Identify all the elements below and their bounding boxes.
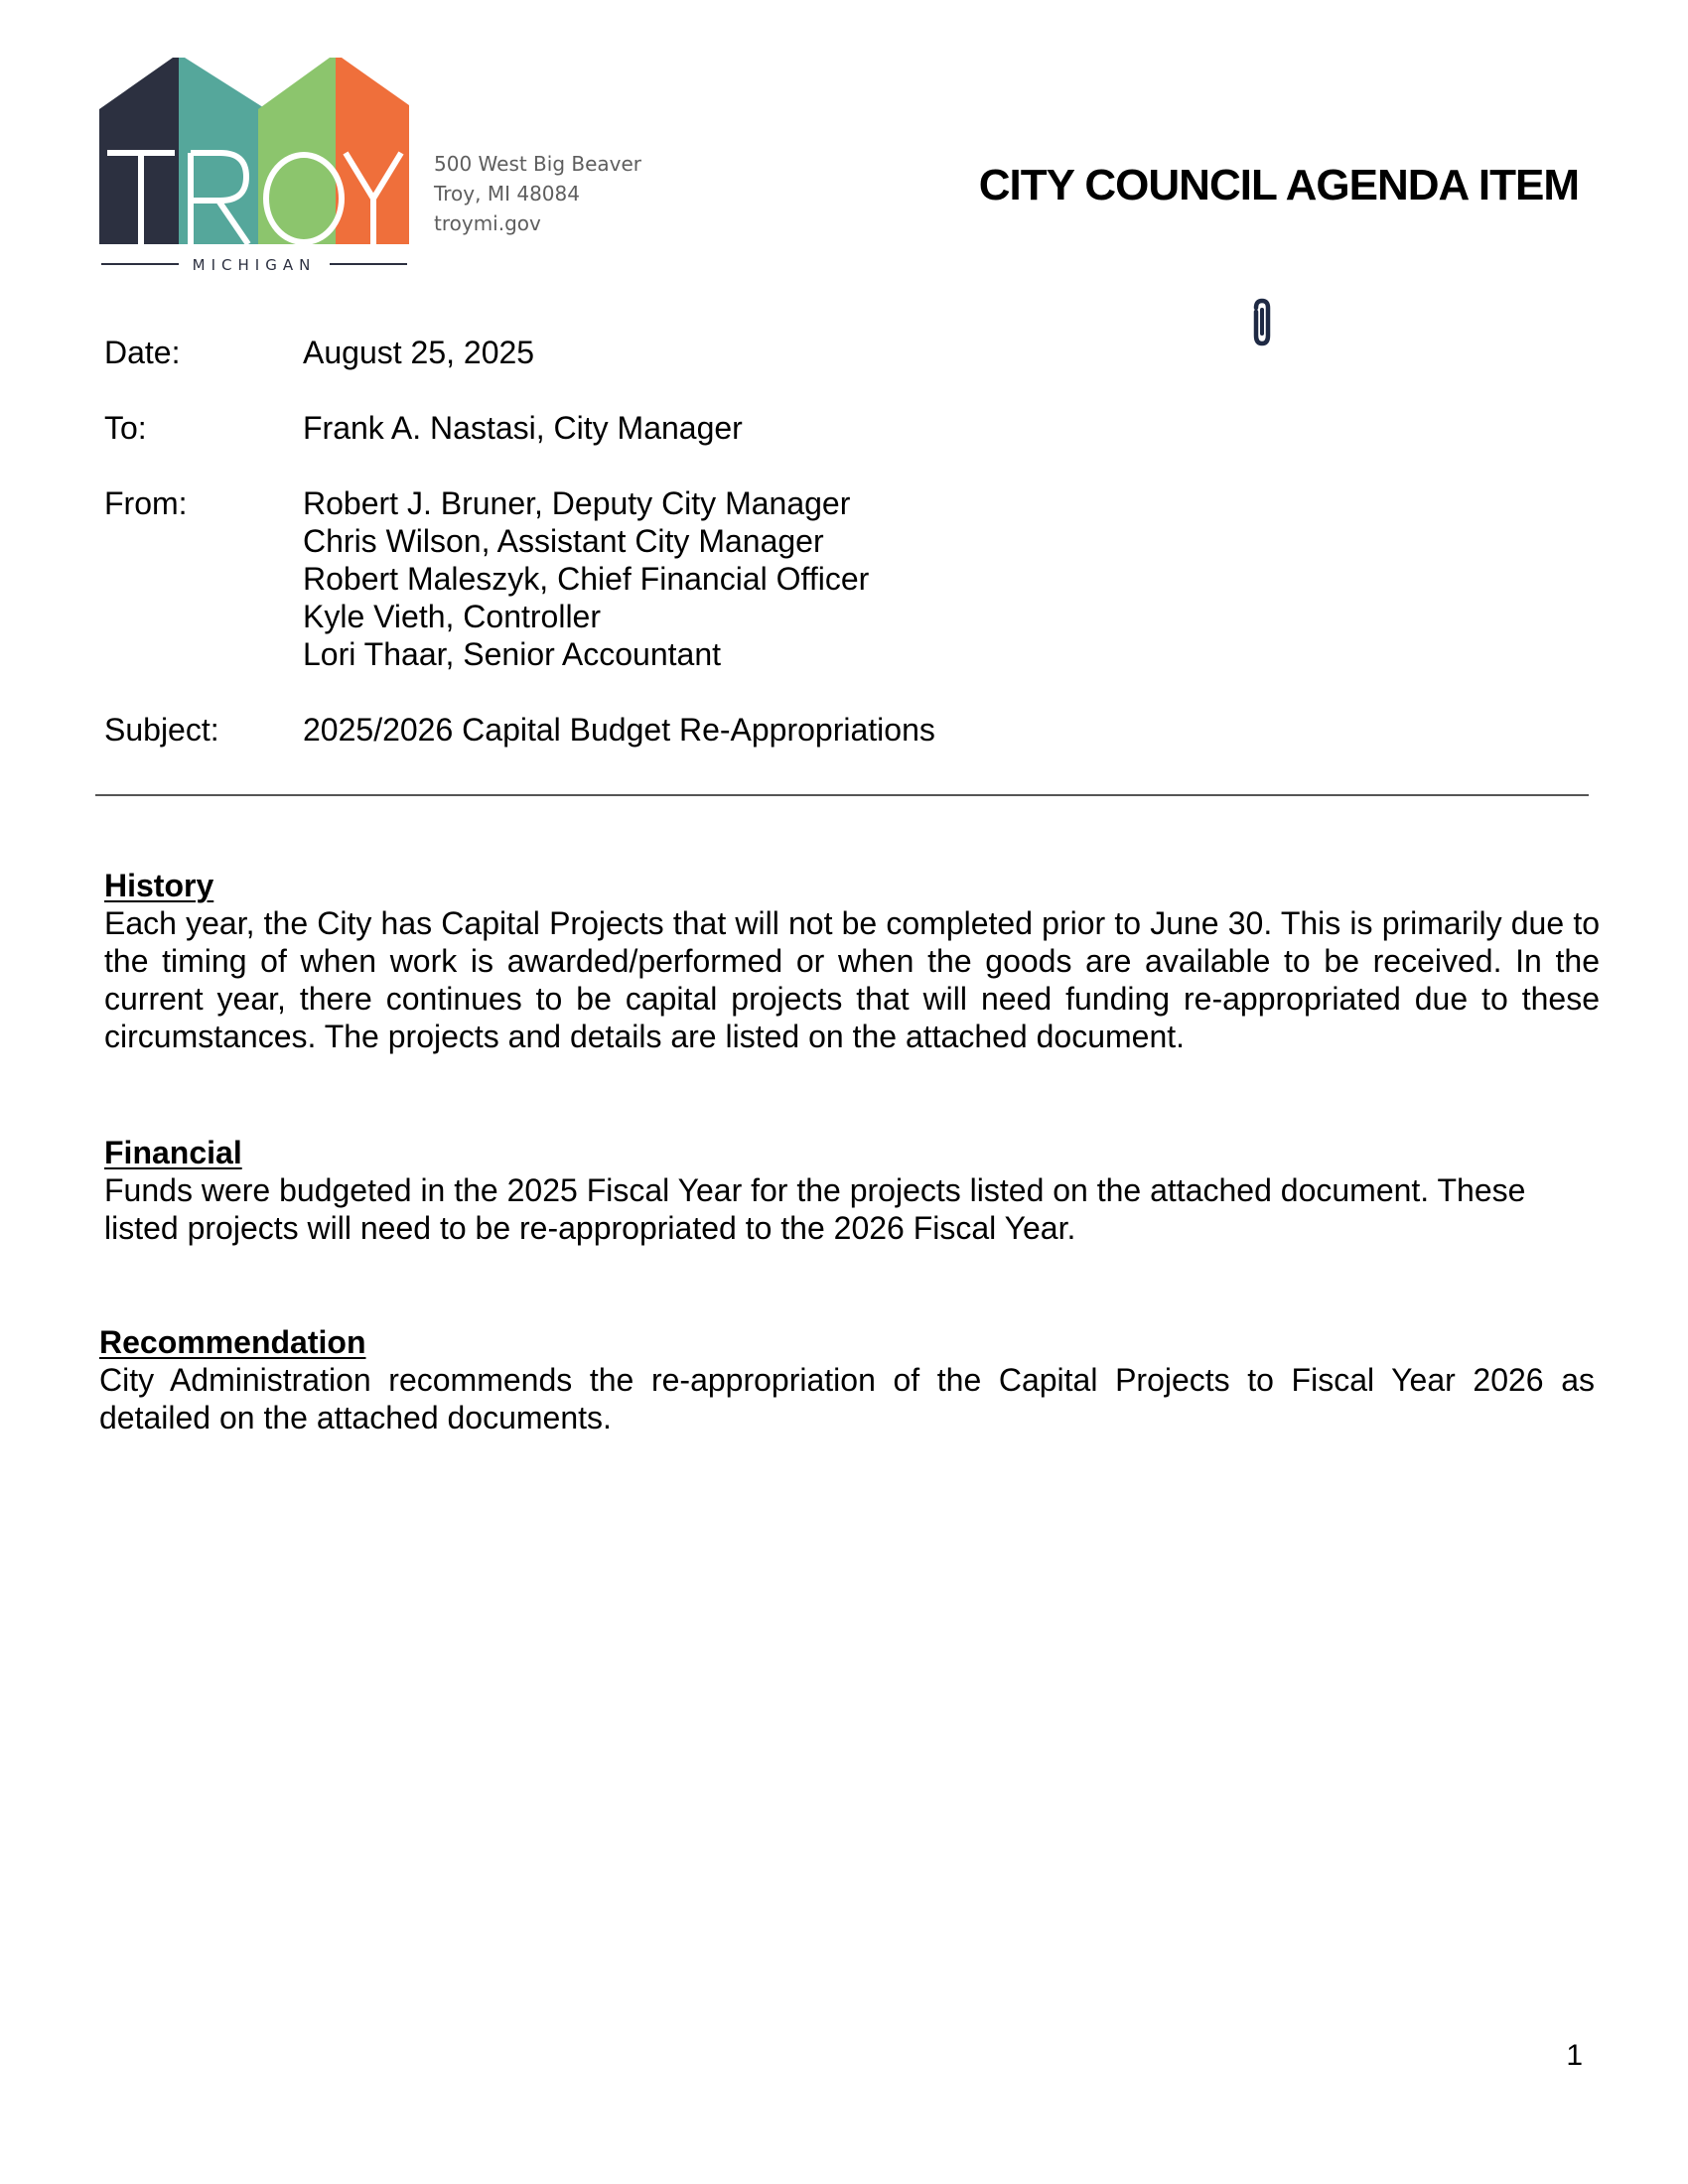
from-person: Chris Wilson, Assistant City Manager	[303, 523, 824, 559]
website-link[interactable]: troymi.gov	[434, 211, 541, 235]
history-section	[104, 867, 1600, 1055]
recommendation-body: City Administration recommends the re-appropriation of the Capital Projects to Fiscal Year 2026 as detailed on the attached documents.	[99, 1362, 1595, 1435]
memo-date-row	[104, 334, 1594, 371]
memo-subject-row	[104, 711, 1594, 749]
page-number: 1	[1566, 2039, 1583, 2072]
from-person: Robert J. Bruner, Deputy City Manager	[303, 485, 851, 521]
letterhead-address	[434, 149, 641, 238]
financial-heading: Financial	[104, 1135, 242, 1170]
financial-body: Funds were budgeted in the 2025 Fiscal Year for the projects listed on the attached document. These listed projects will need to be re-appropriated to the 2026 Fiscal Year.	[104, 1172, 1526, 1246]
document-title: CITY COUNCIL AGENDA ITEM	[978, 161, 1579, 209]
recommendation-section	[99, 1323, 1595, 1436]
financial-section	[104, 1134, 1600, 1247]
to-value: Frank A. Nastasi, City Manager	[303, 410, 743, 446]
from-label: From:	[104, 485, 188, 521]
address-line-2: Troy, MI 48084	[434, 182, 580, 205]
date-value: August 25, 2025	[303, 335, 535, 370]
history-body: Each year, the City has Capital Projects that will not be completed prior to June 30. This is primarily due to the timing of when work is awarded/performed or when the goods are available to be received. In the current year, there continues to be capital projects that will need funding re-appropriated due to these circumstances. The projects and details are listed on the attached document.	[104, 905, 1600, 1054]
header-divider	[95, 794, 1589, 796]
logo-michigan-text: MICHIGAN	[192, 256, 317, 274]
from-person: Lori Thaar, Senior Accountant	[303, 636, 722, 672]
from-values	[303, 484, 869, 673]
to-label: To:	[104, 410, 147, 446]
recommendation-heading: Recommendation	[99, 1324, 366, 1360]
memo-header	[104, 334, 1594, 786]
date-label: Date:	[104, 335, 181, 370]
address-line-1: 500 West Big Beaver	[434, 152, 642, 176]
memo-from-row	[104, 484, 1594, 673]
from-person: Kyle Vieth, Controller	[303, 599, 601, 634]
subject-value: 2025/2026 Capital Budget Re-Appropriations	[303, 712, 935, 748]
memo-to-row	[104, 409, 1594, 447]
history-heading: History	[104, 868, 214, 903]
subject-label: Subject:	[104, 712, 219, 748]
from-person: Robert Maleszyk, Chief Financial Officer	[303, 561, 870, 597]
troy-logo	[99, 58, 409, 278]
